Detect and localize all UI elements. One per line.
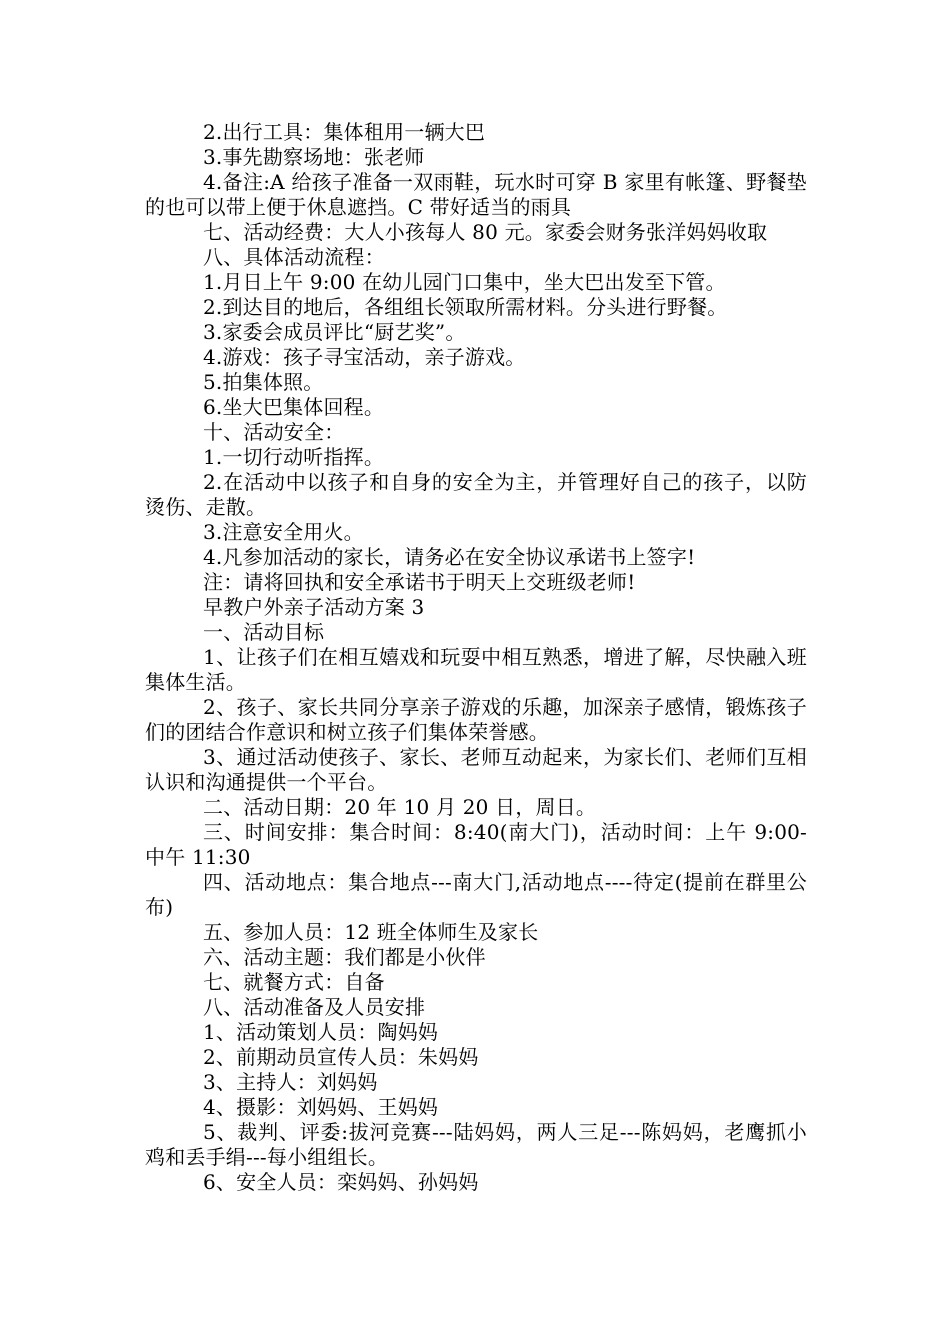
paragraph: 六、活动主题：我们都是小伙伴 <box>203 945 486 969</box>
paragraph: 1、让孩子们在相互嬉戏和玩耍中相互熟悉，增进了解，尽快融入班集体生活。 <box>145 645 807 694</box>
paragraph: 5.拍集体照。 <box>203 370 324 394</box>
paragraph: 4.凡参加活动的家长，请务必在安全协议承诺书上签字! <box>203 545 696 569</box>
section-heading: 十、活动安全： <box>203 420 345 444</box>
paragraph: 2、前期动员宣传人员：朱妈妈 <box>203 1045 479 1069</box>
paragraph: 四、活动地点：集合地点---南大门,活动地点----待定(提前在群里公布) <box>145 870 807 919</box>
plan-title: 早教户外亲子活动方案 3 <box>203 595 425 619</box>
section-heading: 一、活动目标 <box>203 620 325 644</box>
paragraph: 3.注意安全用火。 <box>203 520 364 544</box>
paragraph: 3、主持人：刘妈妈 <box>203 1070 378 1094</box>
paragraph: 2、孩子、家长共同分享亲子游戏的乐趣，加深亲子感情，锻炼孩子们的团结合作意识和树立孩子们集体荣誉感。 <box>145 695 807 744</box>
paragraph: 2.在活动中以孩子和自身的安全为主，并管理好自己的孩子，以防烫伤、走散。 <box>145 470 807 519</box>
paragraph: 3.家委会成员评比“厨艺奖”。 <box>203 320 466 344</box>
section-heading: 八、活动准备及人员安排 <box>203 995 426 1019</box>
paragraph: 七、活动经费：大人小孩每人 80 元。家委会财务张洋妈妈收取 <box>203 220 768 244</box>
paragraph: 4.备注:A 给孩子准备一双雨鞋，玩水时可穿 B 家里有帐篷、野餐垫的也可以带上便于休息遮挡。C 带好适当的雨具 <box>145 170 807 219</box>
paragraph: 6、安全人员：栾妈妈、孙妈妈 <box>203 1170 479 1194</box>
paragraph: 1.月日上午 9:00 在幼儿园门口集中，坐大巴出发至下管。 <box>203 270 726 294</box>
paragraph: 4、摄影：刘妈妈、王妈妈 <box>203 1095 439 1119</box>
paragraph: 八、具体活动流程： <box>203 245 385 269</box>
paragraph: 3、通过活动使孩子、家长、老师互动起来，为家长们、老师们互相认识和沟通提供一个平台。 <box>145 745 807 794</box>
paragraph: 2.出行工具：集体租用一辆大巴 <box>203 120 486 144</box>
paragraph: 3.事先勘察场地：张老师 <box>203 145 425 169</box>
paragraph: 二、活动日期：20 年 10 月 20 日，周日。 <box>203 795 597 819</box>
paragraph: 1、活动策划人员：陶妈妈 <box>203 1020 439 1044</box>
paragraph: 1.一切行动听指挥。 <box>203 445 385 469</box>
paragraph: 五、参加人员：12 班全体师生及家长 <box>203 920 539 944</box>
paragraph: 三、时间安排：集合时间：8:40(南大门)，活动时间：上午 9:00-中午 11:30 <box>145 820 807 869</box>
paragraph: 6.坐大巴集体回程。 <box>203 395 385 419</box>
paragraph: 2.到达目的地后，各组组长领取所需材料。分头进行野餐。 <box>203 295 728 319</box>
note: 注：请将回执和安全承诺书于明天上交班级老师! <box>203 570 636 594</box>
paragraph: 5、裁判、评委:拔河竞赛---陆妈妈，两人三足---陈妈妈，老鹰抓小鸡和丢手绢---每小组组长。 <box>145 1120 807 1169</box>
document-body <box>145 120 807 1195</box>
paragraph: 七、就餐方式：自备 <box>203 970 385 994</box>
paragraph: 4.游戏：孩子寻宝活动，亲子游戏。 <box>203 345 526 369</box>
